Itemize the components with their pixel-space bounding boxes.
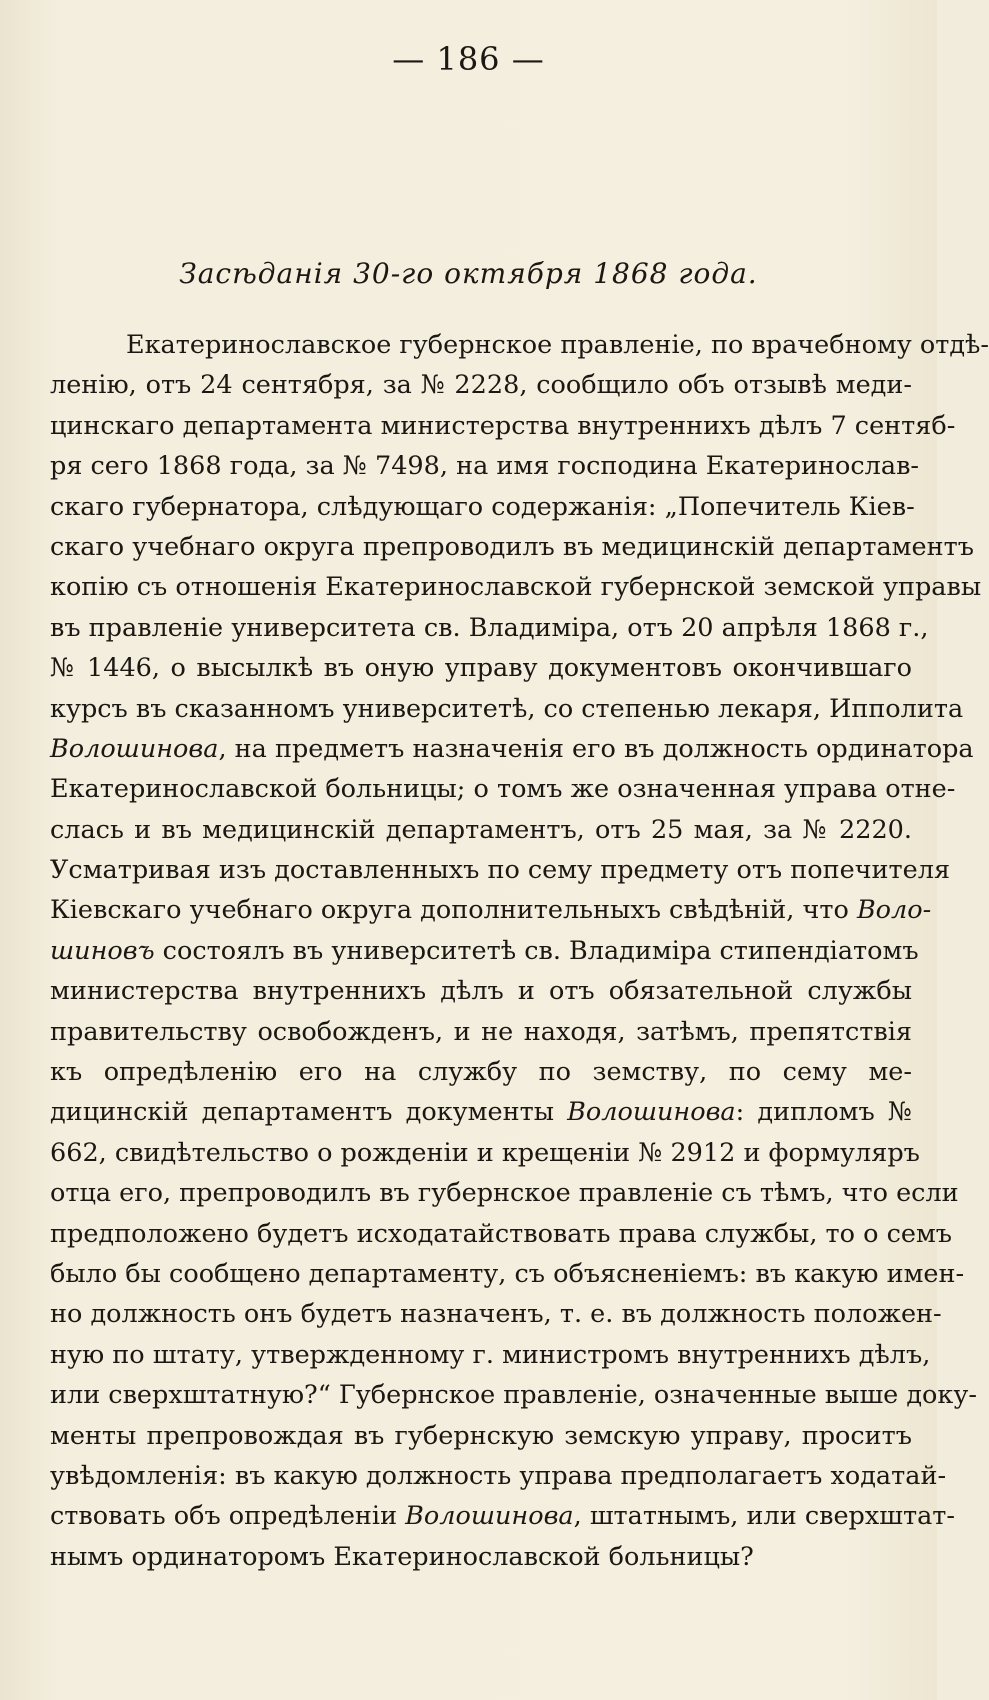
text-line: увѣдомленія: въ какую должность управа предполагаетъ ходатай- xyxy=(50,1460,947,1491)
text-line: ленію, отъ 24 сентября, за № 2228, сообщило объ отзывѣ меди- xyxy=(50,370,912,401)
text-line: скаго учебнаго округа препроводилъ въ медицинскій департаментъ xyxy=(50,531,974,562)
text-line: № 1446, о высылкѣ въ оную управу документовъ окончившаго xyxy=(50,653,912,684)
text-line: отца его, препроводилъ въ губернское правленіе съ тѣмъ, что если xyxy=(50,1178,959,1209)
text-line: дицинскій департаментъ документы Волошинова: дипломъ № xyxy=(50,1097,912,1128)
text-line: въ правленіе университета св. Владиміра, отъ 20 апрѣля 1868 г., xyxy=(50,612,929,643)
text-line: правительству освобожденъ, и не находя, затѣмъ, препятствія xyxy=(50,1016,912,1047)
text-line: цинскаго департамента министерства внутреннихъ дѣлъ 7 сентяб- xyxy=(50,410,956,441)
text-line: предположено будетъ исходатайствовать права службы, то о семъ xyxy=(50,1218,953,1249)
text-line: нымъ ординаторомъ Екатеринославской больницы? xyxy=(50,1541,754,1572)
document-body xyxy=(50,325,989,1577)
text-line: 662, свидѣтельство о рожденіи и крещеніи № 2912 и формуляръ xyxy=(50,1137,920,1168)
italic-name: Волошинова xyxy=(405,1501,574,1532)
page-number: — 186 — xyxy=(392,40,545,78)
text-line: копію съ отношенія Екатеринославской губернской земской управы xyxy=(50,572,982,603)
text-line: шиновъ состоялъ въ университетѣ св. Владиміра стипендіатомъ xyxy=(50,935,919,966)
text-line: было бы сообщено департаменту, съ объясненіемъ: въ какую имен- xyxy=(50,1258,965,1289)
text-line: скаго губернатора, слѣдующаго содержанія: „Попечитель Кіев- xyxy=(50,491,915,522)
text-line: менты препровождая въ губернскую земскую управу, проситъ xyxy=(50,1420,912,1451)
text-line: слась и въ медицинскій департаментъ, отъ 25 мая, за № 2220. xyxy=(50,814,912,845)
text-line: ствовать объ опредѣленіи Волошинова, штатнымъ, или сверхштат- xyxy=(50,1501,955,1532)
italic-name: Воло- xyxy=(856,895,932,926)
text-line: къ опредѣленію его на службу по земству, по сему ме- xyxy=(50,1057,912,1088)
session-heading: Засѣданія 30-го октября 1868 года. xyxy=(179,257,758,290)
text-line: министерства внутреннихъ дѣлъ и отъ обязательной службы xyxy=(50,976,912,1007)
text-line: Усматривая изъ доставленныхъ по сему предмету отъ попечителя xyxy=(50,855,951,886)
text-line: или сверхштатную?“ Губернское правленіе, означенные выше доку- xyxy=(50,1380,977,1411)
text-line: Екатеринославское губернское правленіе, по врачебному отдѣ- xyxy=(126,330,989,360)
text-line: Волошинова, на предметъ назначенія его въ должность ординатора xyxy=(50,733,974,764)
text-line: но должность онъ будетъ назначенъ, т. е. въ должность положен- xyxy=(50,1299,942,1330)
italic-name: Волошинова xyxy=(50,733,219,764)
italic-name: шиновъ xyxy=(50,935,155,966)
text-line: ную по штату, утвержденному г. министромъ внутреннихъ дѣлъ, xyxy=(50,1339,931,1370)
text-line: курсъ въ сказанномъ университетѣ, со степенью лекаря, Ипполита xyxy=(50,693,964,724)
text-line: ря сего 1868 года, за № 7498, на имя господина Екатеринослав- xyxy=(50,451,920,482)
italic-name: Волошинова xyxy=(567,1097,736,1128)
text-line: Екатеринославской больницы; о томъ же означенная управа отне- xyxy=(50,774,956,805)
text-line: Кіевскаго учебнаго округа дополнительныхъ свѣдѣній, что Воло- xyxy=(50,895,932,926)
